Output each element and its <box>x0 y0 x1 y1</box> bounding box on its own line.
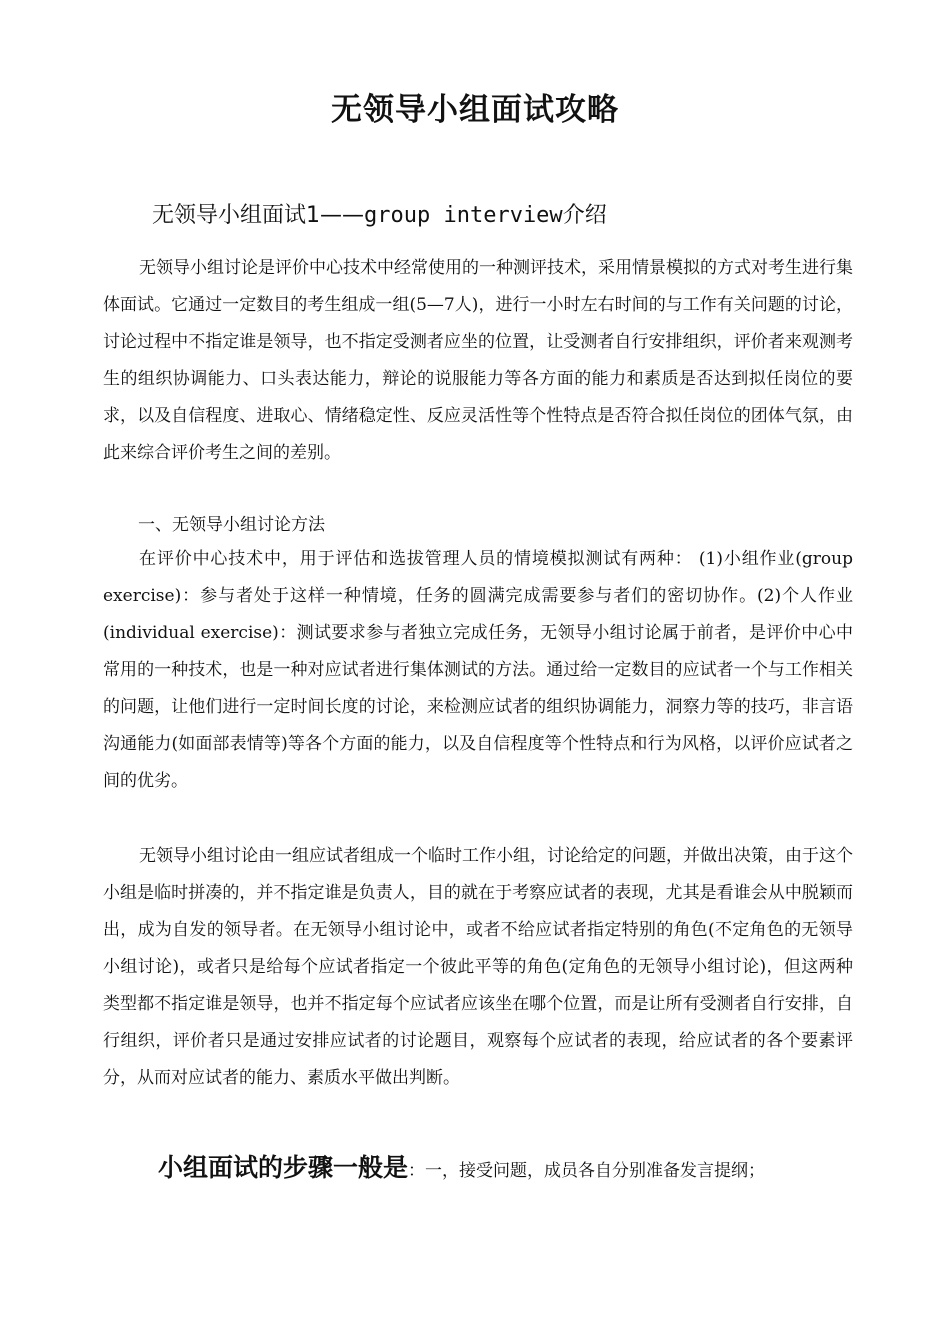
steps-line <box>158 1148 765 1184</box>
methods-block <box>103 541 853 800</box>
subtitle-latin: group interview <box>364 203 563 228</box>
subtitle-prefix: 无领导小组面试1—— <box>152 203 364 228</box>
definition-block <box>103 838 853 1097</box>
intro-paragraph: 无领导小组讨论是评价中心技术中经常使用的一种测评技术，采用情景模拟的方式对考生进行集体面试。它通过一定数目的考生组成一组(5—7人)，进行一小时左右时间的与工作有关问题的讨论，讨论过程中不指定谁是领导，也不指定受测者应坐的位置，让受测者自行安排组织，评价者来观测考生的组织协调能力、口头表达能力，辩论的说服能力等各方面的能力和素质是否达到拟任岗位的要求，以及自信程度、进取心、情绪稳定性、反应灵活性等个性特点是否符合拟任岗位的团体气氛，由此来综合评价考生之间的差别。 <box>103 258 853 463</box>
definition-paragraph: 无领导小组讨论由一组应试者组成一个临时工作小组，讨论给定的问题，并做出决策，由于这个小组是临时拼凑的，并不指定谁是负责人，目的就在于考察应试者的表现，尤其是看谁会从中脱颖而出，成为自发的领导者。在无领导小组讨论中，或者不给应试者指定特别的角色(不定角色的无领导小组讨论)，或者只是给每个应试者指定一个彼此平等的角色(定角色的无领导小组讨论)，但这两种类型都不指定谁是领导，也并不指定每个应试者应该坐在哪个位置，而是让所有受测者自行安排，自行组织，评价者只是通过安排应试者的讨论题目，观察每个应试者的表现，给应试者的各个要素评分，从而对应试者的能力、素质水平做出判断。 <box>103 846 853 1088</box>
steps-heading: 小组面试的步骤一般是 <box>158 1153 409 1182</box>
section-subtitle <box>152 198 607 229</box>
intro-block <box>103 250 853 472</box>
section-one-heading: 一、无领导小组讨论方法 <box>138 515 325 535</box>
methods-paragraph: 在评价中心技术中，用于评估和选拔管理人员的情境模拟测试有两种： (1)小组作业(group exercise)：参与者处于这样一种情境，任务的圆满完成需要参与者们的密切协作。(2)个人作业(individual exercise)：测试要求参与者独立完成任务，无领导小组讨论属于前者，是评价中心中常用的一种技术，也是一种对应试者进行集体测试的方法。通过给一定数目的应试者一个与工作相关的问题，让他们进行一定时间长度的讨论，来检测应试者的组织协调能力，洞察力等的技巧，非言语沟通能力(如面部表情等)等各个方面的能力，以及自信程度等个性特点和行为风格，以评价应试者之间的优劣。 <box>103 549 853 791</box>
subtitle-suffix: 介绍 <box>562 203 607 228</box>
steps-text: ：一，接受问题，成员各自分别准备发言提纲； <box>408 1161 766 1181</box>
document-title: 无领导小组面试攻略 <box>331 92 619 128</box>
